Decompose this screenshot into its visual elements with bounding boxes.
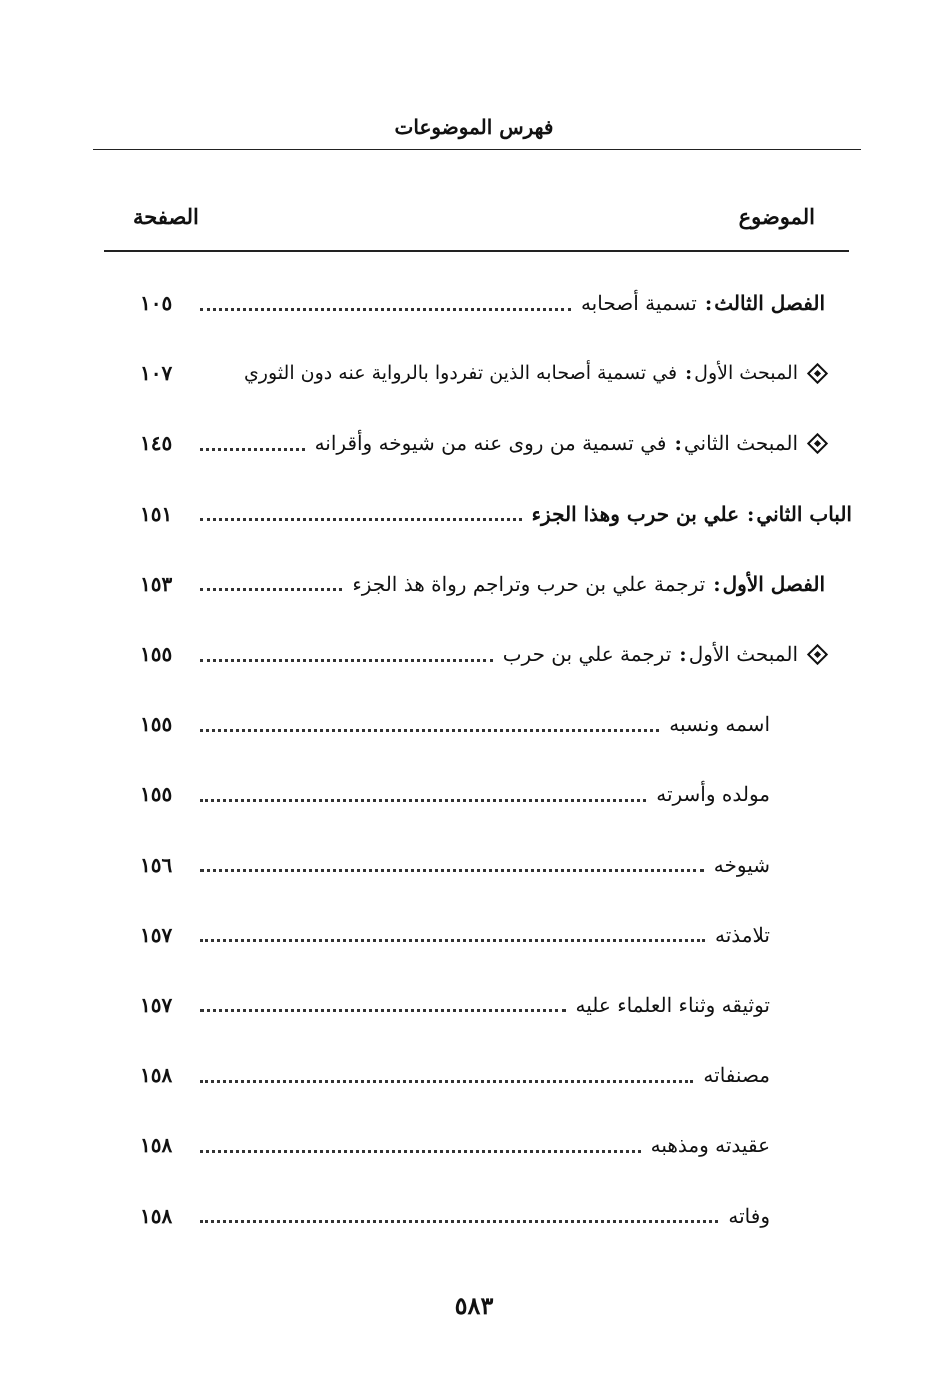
toc-text: مولده وأسرته	[656, 782, 770, 807]
toc-entry	[140, 1180, 852, 1250]
toc-text: تلامذته	[715, 922, 770, 947]
dot-leader	[200, 1080, 693, 1083]
column-heading-rule	[104, 250, 849, 252]
toc-entry	[140, 759, 852, 829]
toc-label: المبحث الأول	[688, 642, 798, 667]
toc-text: تسمية أصحابه	[580, 291, 697, 316]
toc-page-number: ١٥٥	[140, 712, 173, 737]
table-of-contents	[140, 268, 852, 1251]
toc-label: المبحث الثاني	[683, 431, 798, 456]
toc-text: في تسمية أصحابه الذين تفردوا بالرواية عنه دون الثوري	[243, 362, 678, 385]
toc-separator: :	[747, 501, 755, 526]
toc-text: ترجمة علي بن حرب وتراجم رواة هذ الجزء	[352, 571, 706, 596]
column-heading-page: الصفحة	[133, 204, 199, 229]
dot-leader	[200, 659, 493, 662]
toc-page-number: ١٠٥	[140, 291, 173, 316]
toc-title	[503, 642, 825, 666]
toc-entry	[140, 1110, 852, 1180]
dot-leader	[200, 448, 305, 451]
dot-leader	[200, 729, 659, 732]
toc-text: شيوخه	[713, 852, 770, 877]
toc-page-number: ١٥٨	[140, 1063, 173, 1088]
dot-leader	[200, 939, 705, 942]
toc-page-number: ١٠٧	[140, 361, 173, 386]
toc-entry	[140, 900, 852, 970]
toc-entry	[140, 970, 852, 1040]
toc-title	[315, 431, 825, 455]
toc-separator: :	[679, 642, 687, 667]
toc-text: مصنفاته	[703, 1063, 770, 1088]
toc-text: عقيدته ومذهبه	[650, 1133, 770, 1158]
toc-title	[532, 502, 852, 526]
toc-separator: :	[713, 571, 721, 596]
toc-text: علي بن حرب وهذا الجزء	[531, 501, 740, 526]
toc-entry	[140, 268, 852, 338]
header-rule	[93, 149, 861, 150]
toc-label: الفصل الثالث	[714, 291, 825, 316]
dot-leader	[200, 518, 522, 521]
toc-entry	[140, 408, 852, 478]
toc-page-number: ١٥٥	[140, 782, 173, 807]
toc-entry	[140, 1040, 852, 1110]
toc-text: اسمه ونسبه	[669, 712, 770, 737]
toc-label: الفصل الأول	[722, 571, 825, 596]
dot-leader	[200, 1009, 566, 1012]
dot-leader	[200, 869, 704, 872]
toc-entry	[140, 689, 852, 759]
toc-page-number: ١٤٥	[140, 431, 173, 456]
toc-label: الباب الثاني	[756, 501, 852, 526]
toc-title	[581, 291, 825, 315]
toc-entry	[140, 549, 852, 619]
toc-label: المبحث الأول	[694, 362, 798, 385]
page-number: ٥٨٣	[454, 1291, 494, 1320]
toc-separator: :	[685, 362, 693, 385]
running-title: فهرس الموضوعات	[394, 115, 554, 139]
toc-page-number: ١٥٣	[140, 571, 173, 596]
toc-page-number: ١٥٨	[140, 1203, 173, 1228]
toc-title	[352, 572, 825, 596]
toc-text: في تسمية من روى عنه من شيوخه وأقرانه	[314, 431, 667, 456]
toc-page-number: ١٥٥	[140, 642, 173, 667]
dot-leader	[200, 799, 646, 802]
column-heading-topic: الموضوع	[738, 204, 815, 229]
diamond-bullet-icon	[807, 433, 828, 454]
toc-page-number: ١٥٨	[140, 1133, 173, 1158]
diamond-bullet-icon	[807, 363, 828, 384]
toc-text: ترجمة علي بن حرب	[502, 642, 672, 667]
toc-page-number: ١٥٧	[140, 992, 173, 1017]
dot-leader	[200, 588, 342, 591]
toc-separator: :	[704, 291, 713, 316]
toc-title	[244, 362, 825, 384]
toc-separator: :	[674, 431, 682, 456]
toc-entry	[140, 619, 852, 689]
dot-leader	[200, 1220, 718, 1223]
toc-page-number: ١٥٦	[140, 852, 173, 877]
dot-leader	[200, 1150, 641, 1153]
toc-entry	[140, 830, 852, 900]
diamond-bullet-icon	[807, 643, 828, 664]
toc-text: وفاته	[728, 1203, 770, 1228]
toc-entry	[140, 479, 852, 549]
toc-entry	[140, 338, 852, 408]
toc-page-number: ١٥٧	[140, 922, 173, 947]
toc-page-number: ١٥١	[140, 501, 173, 526]
dot-leader	[200, 308, 571, 311]
toc-text: توثيقه وثناء العلماء عليه	[575, 992, 770, 1017]
